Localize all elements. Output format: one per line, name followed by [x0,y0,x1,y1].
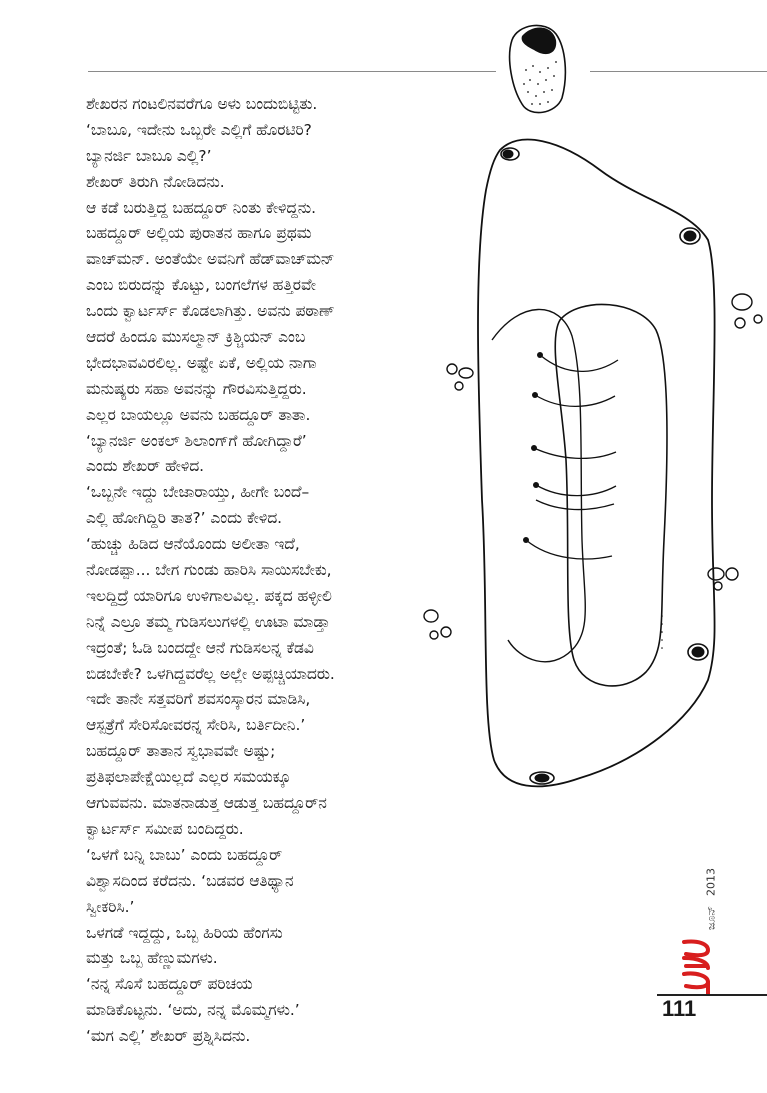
story-line: ಬ್ಯಾನರ್ಜಿ ಬಾಬೂ ಎಲ್ಲಿ?’ [86,146,212,165]
page-number: 111 [662,996,697,1021]
issue-month: ಜೂನ್ [704,905,718,930]
story-line: ‘ಮಗ ಎಲ್ಲಿ’ ಶೇಖರ್ ಪ್ರಶ್ನಿಸಿದನು. [86,1027,251,1046]
story-line: ಮಾಡಿಕೊಟ್ಟನು. ‘ಅದು, ನನ್ನ ಮೊಮ್ಮಗಳು.’ [86,1001,300,1020]
story-line: ಒಂದು ಕ್ವಾರ್ಟರ್ಸ್ ಕೊಡಲಾಗಿತ್ತು. ಅವನು ಪಠಾಣ್ [86,302,335,321]
shoe-laces [526,355,618,559]
issue-year: 2013 [704,867,718,896]
eyelet-marks [501,148,708,784]
story-line: ‘ಒಬ್ಬನೇ ಇದ್ದು ಬೇಜಾರಾಯ್ತು, ಹೀಗೇ ಬಂದೆ– [86,483,310,502]
story-line: ‘ಬಾಬೂ, ಇದೇನು ಒಬ್ಬರೇ ಎಲ್ಲಿಗೆ ಹೊರಟಿರಿ? [86,120,312,139]
story-line: ಆಸ್ಪತ್ರೆಗೆ ಸೇರಿಸೋವರನ್ನ ಸೇರಿಸಿ, ಬರ್ತಿದೀನಿ.’ [86,716,306,735]
story-line: ‘ಹುಚ್ಚು ಹಿಡಿದ ಆನೆಯೊಂದು ಅಲೀತಾ ಇದೆ, [86,535,300,554]
story-line: ‘ಬ್ಯಾನರ್ಜಿ ಅಂಕಲ್ ಶಿಲಾಂಗ್‌ಗೆ ಹೋಗಿದ್ದಾರೆ’ [86,431,307,450]
story-line: ‘ನನ್ನ ಸೊಸೆ ಬಹದ್ದೂರ್ ಪರಿಚಯ [86,975,253,994]
story-line: ಎಂದು ಶೇಖರ್ ಹೇಳಿದ. [86,457,205,476]
story-line: ಆದರೆ ಹಿಂದೂ ಮುಸಲ್ಮಾನ್ ಕ್ರಿಶ್ಚಿಯನ್ ಎಂಬ [86,328,306,347]
story-line: ‘ಒಳಗೆ ಬನ್ನಿ ಬಾಬು’ ಎಂದು ಬಹದ್ದೂರ್ [86,845,283,864]
story-line: ಎಲ್ಲಿ ಹೋಗಿದ್ದಿರಿ ತಾತ?’ ಎಂದು ಕೇಳಿದ. [86,509,283,528]
story-line: ಕ್ವಾರ್ಟರ್ಸ್ ಸಮೀಪ ಬಂದಿದ್ದರು. [86,819,244,838]
story-line: ವಾಚ್‌ಮನ್. ಅಂತೆಯೇ ಅವನಿಗೆ ಹೆಡ್‌ವಾಚ್‌ಮನ್ [86,250,335,269]
issue-date [703,800,719,930]
story-line: ಬಹದ್ದೂರ್ ತಾತಾನ ಸ್ವಭಾವವೇ ಅಷ್ಟು; [86,742,276,761]
magazine-logo [678,938,714,998]
story-line: ಆಗುವವನು. ಮಾತನಾಡುತ್ತ ಆಡುತ್ತ ಬಹದ್ದೂರ್‌ನ [86,794,327,813]
story-line: ಒಳಗಡೆ ಇದ್ದದ್ದು, ಒಬ್ಬ ಹಿರಿಯ ಹೆಂಗಸು [86,923,283,942]
story-line: ಮನುಷ್ಯರು ಸಹಾ ಅವನನ್ನು ಗೌರವಿಸುತ್ತಿದ್ದರು. [86,379,307,398]
story-line: ಇಲದ್ದಿದ್ರೆ ಯಾರಿಗೂ ಉಳಿಗಾಲವಿಲ್ಲ. ಪಕ್ಕದ ಹಳ್ಳೀಲಿ [86,586,332,605]
story-line: ಬಹದ್ದೂರ್ ಅಲ್ಲಿಯ ಪುರಾತನ ಹಾಗೂ ಪ್ರಥಮ [86,224,312,243]
story-line: ಇದ್ರಂತೆ; ಓಡಿ ಬಂದದ್ದೇ ಆನೆ ಗುಡಿಸಲನ್ನ ಕೆಡವಿ [86,638,314,657]
story-line: ಶೇಖರನ ಗಂಟಲಿನವರೆಗೂ ಅಳು ಬಂದುಬಿಟ್ಟಿತು. [86,95,318,113]
story-line: ಸ್ವೀಕರಿಸಿ.’ [86,897,135,916]
story-line: ಮತ್ತು ಒಬ್ಬ ಹೆಣ್ಣುಮಗಳು. [86,949,218,968]
story-line: ವಿಶ್ವಾಸದಿಂದ ಕರೆದನು. ‘ಬಡವರ ಆತಿಥ್ಯಾನ [86,871,294,890]
story-line: ಬಿಡಬೇಕೇ? ಒಳಗಿದ್ದವರೆಲ್ಲ ಅಲ್ಲೇ ಅಪ್ಪಚ್ಚಿಯಾದರು. [86,664,335,683]
bubble-circles [424,294,762,639]
story-line: ನಿನ್ನೆ ಎಲ್ರೂ ತಮ್ಮ ಗುಡಿಸಲುಗಳಲ್ಲಿ ಊಟಾ ಮಾಡ್ತಾ [86,612,330,631]
shoe-outline [478,140,715,787]
story-line: ಎಲ್ಲರ ಬಾಯಲ್ಲೂ ಅವನು ಬಹದ್ದೂರ್ ತಾತಾ. [86,405,311,424]
story-line: ಶೇಖರ್ ತಿರುಗಿ ನೋಡಿದನು. [86,172,225,191]
story-line: ಇದೇ ತಾನೇ ಸತ್ತವರಿಗೆ ಶವಸಂಸ್ಕಾರನ ಮಾಡಿಸಿ, [86,690,311,709]
story-line: ಭೇದಭಾವವಿರಲಿಲ್ಲ. ಅಷ್ಟೇ ಏಕೆ, ಅಲ್ಲಿಯ ನಾಗಾ [86,353,317,372]
story-line: ಎಂಬ ಬಿರುದನ್ನು ಕೊಟ್ಟು, ಬಂಗಲೆಗಳ ಹತ್ತಿರವೇ [86,276,316,295]
story-line: ನೋಡಪ್ಪಾ... ಬೇಗ ಗುಂಡು ಹಾರಿಸಿ ಸಾಯಿಸಬೇಕು, [86,561,332,580]
story-line: ಆ ಕಡೆ ಬರುತ್ತಿದ್ದ ಬಹದ್ದೂರ್ ನಿಂತು ಕೇಳಿದ್ದನು. [86,198,317,217]
pebble-drawing [510,25,566,112]
story-line: ಪ್ರತಿಫಲಾಪೇಕ್ಷೆಯಿಲ್ಲದೆ ಎಲ್ಲರ ಸಮಯಕ್ಕೂ [86,768,291,787]
